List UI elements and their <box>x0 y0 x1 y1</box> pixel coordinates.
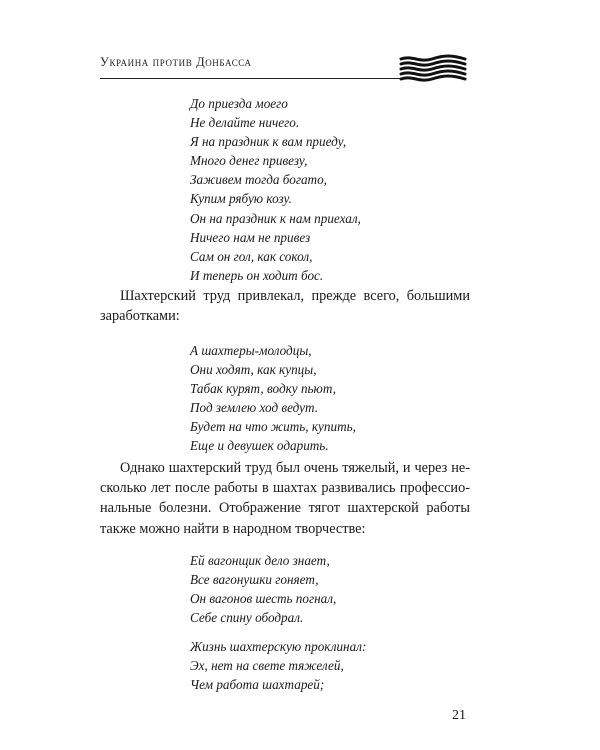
verse-line: Ей вагонщик дело знает, <box>190 553 330 568</box>
poem-stanza-4 <box>190 637 366 694</box>
ribbon-ornament-icon <box>398 52 468 84</box>
verse-line: Не делайте ничего. <box>190 115 300 131</box>
paragraph-text: Однако шахтерский труд был очень тяжелый, и через несколько лет после работы в шахтах развивались профессиональные болезни. Отображение тягот шахтерской работы также можно найти в народном творчестве: <box>100 460 470 537</box>
verse-line: Купим рябую козу. <box>190 191 292 207</box>
verse-line: Он на праздник к нам приехал, <box>190 210 361 226</box>
header-rule <box>100 78 400 79</box>
poem-stanza-1 <box>190 94 361 285</box>
paragraph-text: Шахтерский труд привлекал, прежде всего, большими заработками: <box>100 288 470 325</box>
verse-line: И теперь он ходит бос. <box>190 267 324 283</box>
verse-line: Будет на что жить, купить, <box>190 419 356 435</box>
verse-line: Много денег привезу, <box>190 153 308 169</box>
body-paragraph-1 <box>100 286 470 326</box>
verse-line: Заживем тогда богато, <box>190 172 327 188</box>
body-paragraph-2 <box>100 458 470 539</box>
verse-line: Эх, нет на свете тяжелей, <box>190 658 344 674</box>
verse-line: Ничего нам не привез <box>190 229 311 245</box>
poem-stanza-2 <box>190 341 356 456</box>
verse-line: Он вагонов шесть погнал, <box>190 591 337 607</box>
verse-line: Они ходят, как купцы, <box>190 362 317 378</box>
verse-line: Табак курят, водку пьют, <box>190 381 336 397</box>
running-title: Украина против Донбасса <box>100 55 252 69</box>
verse-line: Себе спину ободрал. <box>190 610 304 626</box>
page-number: 21 <box>452 708 466 723</box>
verse-line: Еще и девушек одарить. <box>190 438 329 454</box>
verse-line: Я на праздник к вам приеду, <box>190 134 347 150</box>
verse-line: Все вагонушки гоняет, <box>190 572 319 588</box>
verse-line: Сам он гол, как сокол, <box>190 248 313 264</box>
verse-line: Под землею ход ведут. <box>190 400 319 416</box>
poem-stanza-3 <box>190 551 336 627</box>
verse-line: Чем работа шахтарей; <box>190 677 325 693</box>
verse-line: Жизнь шахтерскую проклинал: <box>190 639 367 654</box>
verse-line: А шахтеры-молодцы, <box>190 343 312 358</box>
verse-line: До приезда моего <box>190 96 288 111</box>
